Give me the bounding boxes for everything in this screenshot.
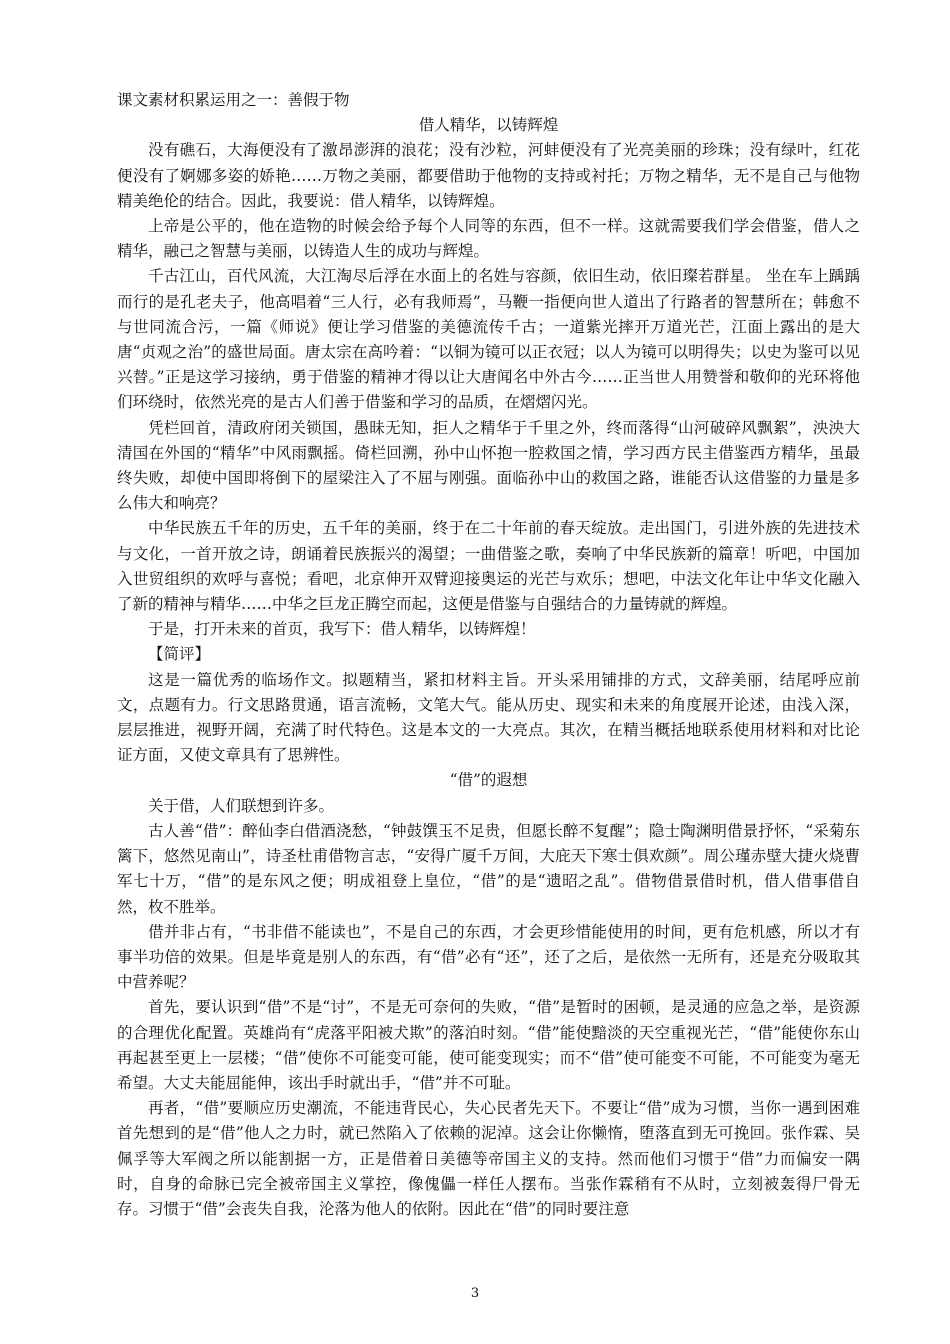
document-body	[117, 88, 860, 1222]
section-header: 课文素材积累运用之一：善假于物	[117, 91, 350, 109]
essay2-paragraph: 借并非占有，“书非借不能读也”，不是自己的东西，才会更珍惜能使用的时间，更有危机感，所以才有事半功倍的效果。但是毕竟是别人的东西，有“借”必有“还”，还了之后，是依然一无所有，还是充分吸取其中营养呢？	[117, 922, 860, 992]
essay1-paragraph: 千古江山，百代风流，大江淘尽后浮在水面上的名姓与容颜，依旧生动，依旧璨若群星。 坐在车上踽踽而行的是孔老夫子，他高唱着“三人行，必有我师焉”，马鞭一指便向世人道出了行路者的智慧所在；韩愈不与世同流合污，一篇《师说》便让学习借鉴的美德流传千古；一道紫光摔开万道光芒，江面上露出的是大唐“贞观之治”的盛世局面。唐太宗在高吟着：“以铜为镜可以正衣冠；以人为镜可以明得失；以史为鉴可以见兴替。”正是这学习接纳，勇于借鉴的精神才得以让大唐闻名中外古今……正当世人用赞誉和敬仰的光环将他们环绕时，依然光亮的是古人们善于借鉴和学习的品质，在熠熠闪光。	[117, 267, 860, 412]
essay1-paragraph: 没有礁石，大海便没有了激昂澎湃的浪花；没有沙粒，河蚌便没有了光亮美丽的珍珠；没有绿叶，红花便没有了婀娜多姿的娇艳……万物之美丽，都要借助于他物的支持或衬托；万物之精华，无不是自己与他物精美绝伦的结合。因此，我要说：借人精华，以铸辉煌。	[117, 141, 860, 210]
page-number: 3	[470, 1286, 480, 1301]
essay2-paragraph: 首先，要认识到“借”不是“讨”，不是无可奈何的失败，“借”是暂时的困顿，是灵通的应急之举，是资源的合理优化配置。英雄尚有“虎落平阳被犬欺”的落泊时刻。“借”能使黯淡的天空重视光芒，“借”能使你东山再起甚至更上一层楼；“借”使你不可能变可能，使可能变现实；而不“借”使可能变不可能，不可能变为毫无希望。大丈夫能屈能伸，该出手时就出手，“借”并不可耻。	[117, 998, 860, 1092]
essay2-paragraph: 再者，“借”要顺应历史潮流，不能违背民心，失心民者先天下。不要让“借”成为习惯，当你一遇到困难首先想到的是“借”他人之力时，就已然陷入了依赖的泥淖。这会让你懒惰，堕落直到无可挽回。张作霖、吴佩孚等大军阀之所以能割据一方，正是借着日美德等帝国主义的支持。然而他们习惯于“借”力而偏安一隅时，自身的命脉已完全被帝国主义掌控，像傀儡一样任人摆布。当张作霖稍有不从时，立刻被轰得尸骨无存。习惯于“借”会丧失自我，沦落为他人的依附。因此在“借”的同时要注意	[117, 1099, 860, 1218]
essay2-title: “借”的遐想	[449, 771, 528, 790]
essay2-paragraph: 关于借，人们联想到许多。	[148, 796, 335, 815]
essay1-paragraph: 上帝是公平的，他在造物的时候会给予每个人同等的东西，但不一样。这就需要我们学会借鉴，借人之精华，融己之智慧与美丽，以铸造人生的成功与辉煌。	[117, 217, 860, 261]
essay1-paragraph: 凭栏回首，清政府闭关锁国，愚昧无知，拒人之精华于千里之外，终而落得“山河破碎风飘絮”，泱泱大清国在外国的“精华”中风雨飘摇。倚栏回溯，孙中山怀抱一腔救国之情，学习西方民主借鉴西方精华，虽最终失败，却使中国即将倒下的屋梁注入了不屈与刚强。面临孙中山的救国之路，谁能否认这借鉴的力量是多么伟大和响亮？	[117, 418, 860, 513]
review-text: 这是一篇优秀的临场作文。拟题精当，紧扣材料主旨。开头采用铺排的方式，文辞美丽，结尾呼应前文，点题有力。行文思路贯通，语言流畅，文笔大气。能从历史、现实和未来的角度展开论述，由浅入深，层层推进，视野开阔，充满了时代特色。这是本文的一大亮点。其次，在精当概括地联系使用材料和对比论证方面，又使文章具有了思辨性。	[117, 670, 860, 765]
essay1-title: 借人精华，以铸辉煌	[418, 116, 559, 135]
review-label: 【简评】	[148, 645, 211, 664]
essay1-paragraph: 中华民族五千年的历史，五千年的美丽，终于在二十年前的春天绽放。走出国门，引进外族的先进技术与文化，一首开放之诗，朗诵着民族振兴的渴望；一曲借鉴之歌，奏响了中华民族新的篇章！听吧，中国加入世贸组织的欢呼与喜悦；看吧，北京伸开双臂迎接奥运的光芒与欢乐；想吧，中法文化年让中华文化融入了新的精神与精华……中华之巨龙正腾空而起，这便是借鉴与自强结合的力量铸就的辉煌。	[117, 519, 860, 614]
essay1-paragraph: 于是，打开未来的首页，我写下：借人精华，以铸辉煌！	[148, 620, 536, 639]
essay2-paragraph: 古人善“借”：醉仙李白借酒浇愁，“钟鼓馔玉不足贵，但愿长醉不复醒”；隐士陶渊明借景抒怀，“采菊东篱下，悠然见南山”，诗圣杜甫借物言志，“安得广厦千万间，大庇天下寒士俱欢颜”。周公瑾赤壁大捷火烧曹军七十万，“借”的是东风之便；明成祖登上皇位，“借”的是“遗昭之乱”。借物借景借时机，借人借事借自然，枚不胜举。	[117, 821, 860, 916]
